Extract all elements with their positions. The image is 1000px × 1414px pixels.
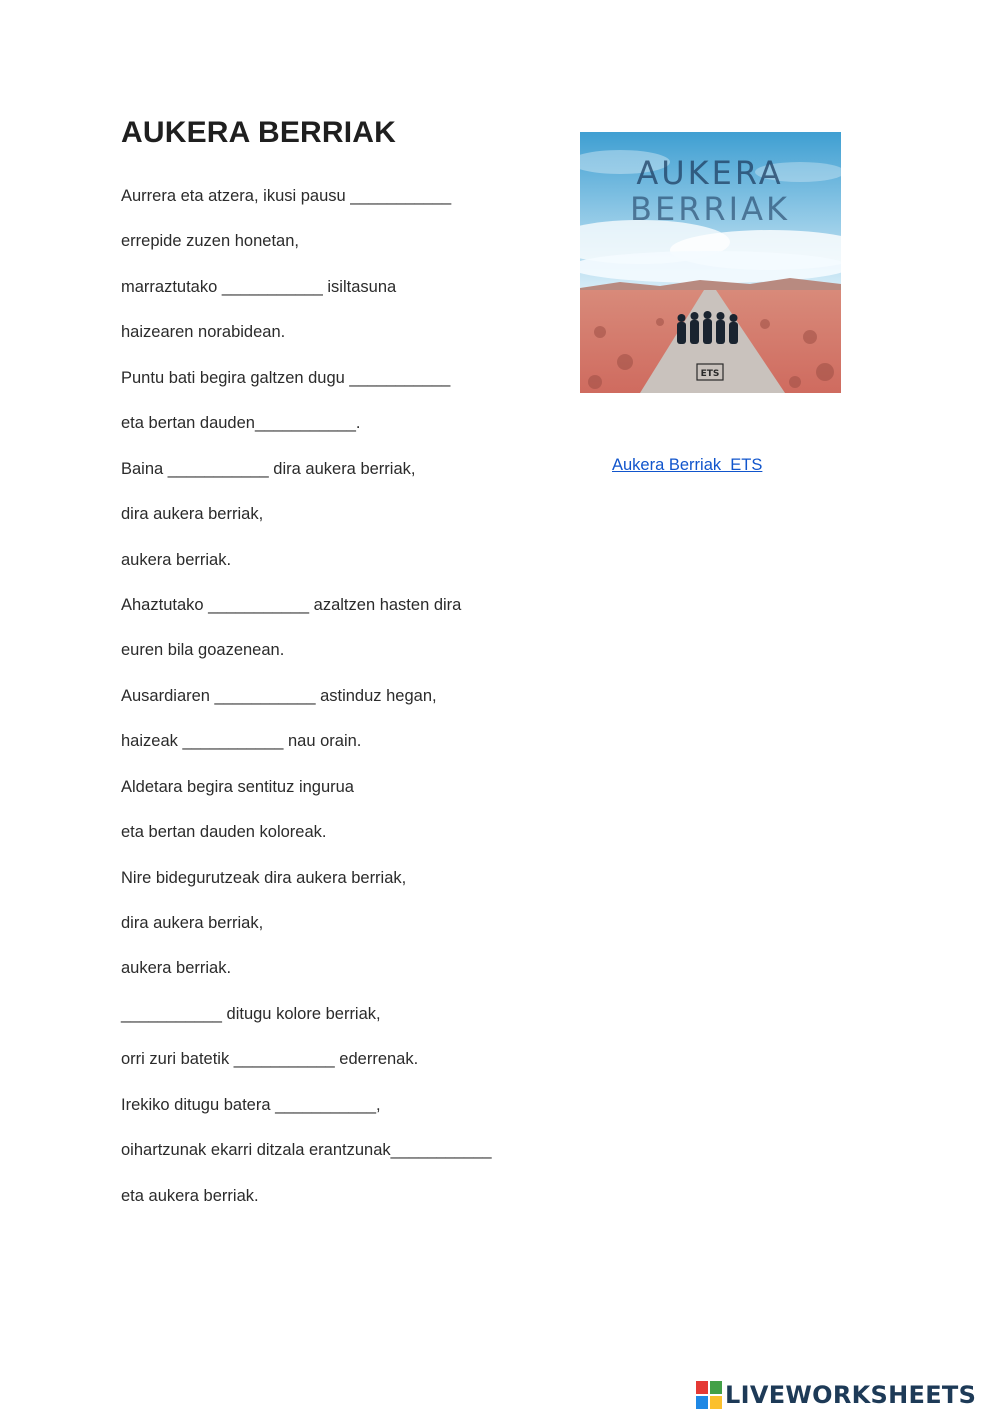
lyrics-block: [121, 184, 561, 1229]
lyric-line: orri zuri batetik ___________ ederrenak.: [121, 1050, 419, 1069]
lyric-line: Baina ___________ dira aukera berriak,: [121, 459, 416, 478]
lyric-line: eta bertan dauden koloreak.: [121, 823, 327, 842]
lyric-line: Puntu bati begira galtzen dugu ___________: [121, 368, 451, 387]
lyric-line: Aldetara begira sentituz ingurua: [121, 777, 354, 796]
lyric-line: haizeak ___________ nau orain.: [121, 732, 362, 751]
lyric-line: errepide zuzen honetan,: [121, 232, 299, 251]
lyric-line: aukera berriak.: [121, 550, 232, 569]
lyric-line: Ahaztutako ___________ azaltzen hasten dira: [121, 595, 462, 614]
lyric-line: aukera berriak.: [121, 959, 232, 978]
lyric-line: oihartzunak ekarri ditzala erantzunak___________: [121, 1141, 492, 1160]
lyric-line: marraztutako ___________ isiltasuna: [121, 277, 397, 296]
svg-text:BERRIAK: BERRIAK: [630, 190, 790, 228]
song-video-link[interactable]: Aukera Berriak ETS: [612, 456, 763, 474]
liveworksheets-brand-text: LIVEWORKSHEETS: [725, 1381, 977, 1409]
lyric-line: ___________ ditugu kolore berriak,: [121, 1004, 381, 1023]
lyric-line: dira aukera berriak,: [121, 914, 264, 932]
svg-text:AUKERA: AUKERA: [636, 154, 784, 192]
lyric-line: eta bertan dauden___________.: [121, 414, 361, 433]
lyric-line: eta aukera berriak.: [121, 1186, 259, 1205]
svg-text:ETS: ETS: [700, 369, 720, 379]
lyric-line: haizearen norabidean.: [121, 323, 286, 342]
liveworksheets-logo-icon: [696, 1381, 722, 1409]
lyric-line: Ausardiaren ___________ astinduz hegan,: [121, 686, 437, 705]
liveworksheets-footer: [696, 1378, 976, 1412]
album-cover-image: [580, 132, 841, 393]
lyric-line: Irekiko ditugu batera ___________,: [121, 1095, 381, 1114]
worksheet-title: AUKERA BERRIAK: [121, 116, 397, 149]
lyric-line: Aurrera eta atzera, ikusi pausu ___________: [121, 187, 452, 205]
lyric-line: Nire bidegurutzeak dira aukera berriak,: [121, 868, 407, 887]
lyric-line: euren bila goazenean.: [121, 641, 285, 660]
lyric-line: dira aukera berriak,: [121, 505, 264, 524]
